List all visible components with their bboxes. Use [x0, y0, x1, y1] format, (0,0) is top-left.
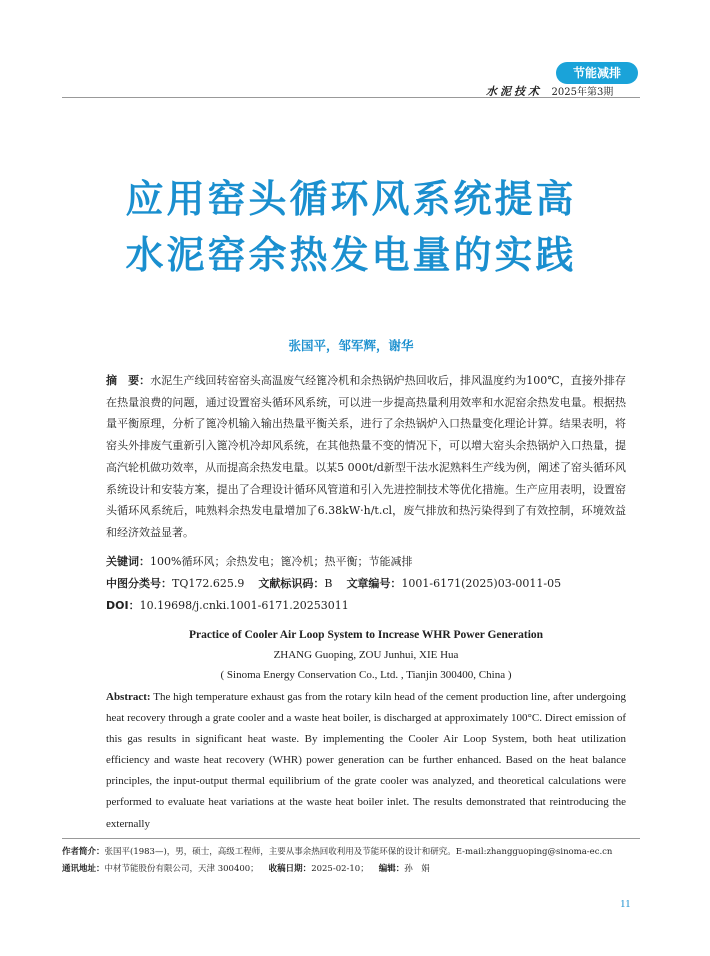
author-bio-label: 作者简介：	[62, 847, 105, 857]
article-number-value: 1001-6171(2025)03-0011-05	[401, 577, 562, 590]
address-text: 中材节能股份有限公司，天津 300400；	[104, 864, 259, 874]
received-date-label: 收稿日期：	[268, 864, 312, 874]
doc-code-value: B	[324, 577, 333, 590]
doi-label: DOI：	[106, 599, 140, 612]
keywords-label: 关键词：	[106, 555, 150, 568]
keywords-text: 100%循环风；余热发电；篦冷机；热平衡；节能减排	[150, 555, 413, 568]
received-date-value: 2025-02-10；	[311, 864, 369, 874]
address-label: 通讯地址：	[62, 864, 105, 874]
author-bio-footnote	[62, 845, 612, 857]
section-badge: 节能减排	[556, 62, 638, 84]
header-rule	[62, 97, 640, 98]
english-title: Practice of Cooler Air Loop System to Increase WHR Power Generation	[188, 629, 544, 641]
abstract-label: 摘 要：	[106, 374, 151, 387]
editor-label: 编辑：	[378, 864, 405, 874]
doi-value: 10.19698/j.cnki.1001-6171.20253011	[139, 599, 349, 612]
english-affiliation: ( Sinoma Energy Conservation Co., Ltd. , Tianjin 300400, China )	[220, 669, 512, 681]
editor-name: 孙 娟	[404, 864, 430, 874]
classification-line	[106, 575, 626, 591]
clc-value: TQ172.625.9	[172, 577, 245, 590]
english-authors: ZHANG Guoping, ZOU Junhui, XIE Hua	[273, 649, 459, 661]
address-footnote	[62, 862, 430, 874]
abstract-text: 水泥生产线回转窑窑头高温废气经篦冷机和余热锅炉热回收后，排风温度约为100℃，直接外排存在热量浪费的问题，通过设置窑头循环风系统，可以进一步提高热量利用效率和水泥窑余热发电量。根据热量平衡原理，分析了篦冷机输入输出热量平衡关系，进行了余热锅炉入口热量变化理论计算。结果表明，将窑头外排废气重新引入篦冷机冷却风系统，在其他热量不变的情况下，可以增大窑头余热锅炉入口热量，提高汽轮机做功效率，从而提高余热发电量。以某5 000t/d新型干法水泥熟料生产线为例，阐述了窑头循环风系统设计和安装方案，提出了合理设计循环风管道和引入先进控制技术等优化措施。生产应用表明，设置窑头循环风系统后，吨熟料余热发电量增加了6.38kW·h/t.cl，废气排放和热污染得到了有效控制，环境效益和经济效益显著。	[106, 374, 626, 539]
abstract-chinese	[106, 370, 626, 544]
paper-title-line-1: 应用窑头循环风系统提高	[125, 177, 577, 221]
abstract-english	[106, 687, 626, 835]
page-number: 11	[620, 898, 631, 910]
english-abstract-text: The high temperature exhaust gas from the rotary kiln head of the cement production line, after undergoing heat recovery through a grate cooler and a waste heat boiler, is discharged at approximately 100°C. Direct emission of this gas results in significant heat waste. By implementing the Cooler Air Loop System, both heat utilization efficiency and waste heat recovery (WHR) power generation can be further enhanced. Based on the heat balance principles, the input-output thermal equilibrium of the grate cooler was analyzed, and theoretical calculations were performed to evaluate heat variations at the waste heat boiler inlet. The results demonstrated that reintroducing the externally	[106, 691, 626, 830]
footnote-rule	[62, 838, 640, 839]
doc-code-label: 文献标识码：	[258, 577, 325, 590]
journal-issue: 2025年第3期	[551, 87, 614, 98]
paper-title-line-2: 水泥窑余热发电量的实践	[125, 233, 577, 277]
clc-label: 中图分类号：	[106, 577, 172, 590]
keywords	[106, 553, 626, 569]
author-bio-text: 张国平(1983—)，男，硕士，高级工程师，主要从事余热回收利用及节能环保的设计和研究。E-mail:zhangguoping@sinoma-ec.cn	[104, 847, 613, 857]
authors-chinese: 张国平，邹军辉，谢华	[288, 338, 414, 353]
doi-line	[106, 597, 626, 613]
article-number-label: 文章编号：	[346, 577, 402, 590]
journal-name: 水泥技术	[486, 85, 542, 98]
english-abstract-label: Abstract:	[106, 691, 151, 703]
